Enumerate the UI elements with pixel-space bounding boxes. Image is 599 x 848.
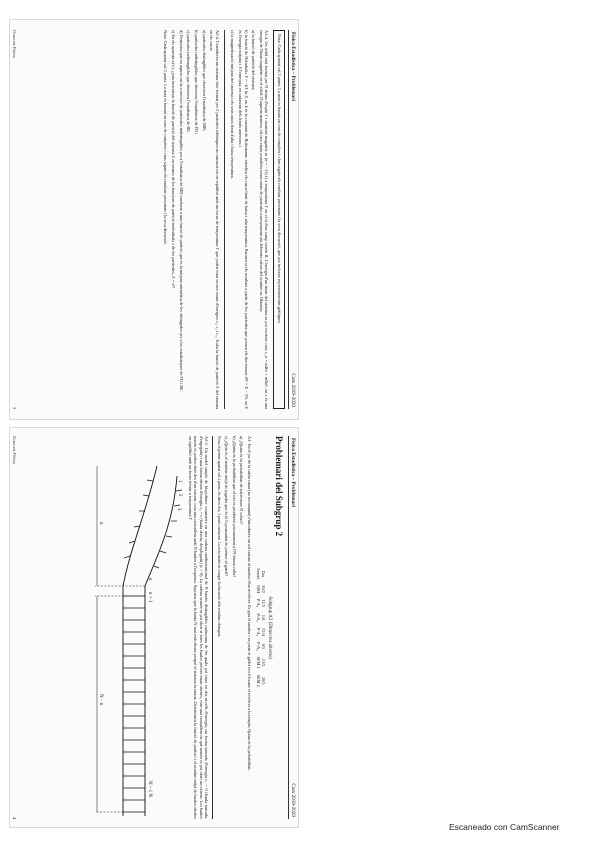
table-cell: Sessió xyxy=(256,568,261,580)
table-cell: SEM 1 xyxy=(256,656,261,669)
diagram-label-1: 1 xyxy=(177,480,183,483)
diagram-label-n-plus-1: n + 1 xyxy=(147,592,153,603)
question-c: c) ¿Quin és el nombre mitjà de jugades que és té l'oportunitat de prémer el gatell? xyxy=(223,436,229,577)
table-cell: P-A₄ xyxy=(256,642,261,651)
question-a: a) ¿Quina és la probabilitat de sobreviure N voltes? xyxy=(239,436,245,525)
table-cell: 11/3 xyxy=(261,599,266,607)
diagram-label-left-n: n xyxy=(98,522,104,525)
schedule-table xyxy=(256,565,266,689)
table-cell: 26/2 xyxy=(261,585,266,593)
bottom-page xyxy=(10,428,298,827)
item-b: b) la funció de Helmholtz F = −kT ln Z, on k és la constant de Boltzmann; estudieu els casos límit de baixa i alta temperatura. Raoneu si els resultats a partir de les partícules que prenen els dos termes d'F = E − TS, on E és l'energia mitjana i S l'entropia, en cadascun dels límits anteriors; i xyxy=(238,30,249,409)
divider xyxy=(212,436,213,819)
top-page-content xyxy=(10,20,298,419)
table-cell: SIM xyxy=(256,585,261,593)
table-cell: P-A₁ xyxy=(256,598,261,608)
footer-left: Grau en Física xyxy=(12,436,17,464)
diagram-label-N-minus-1: N – 1 N xyxy=(147,781,153,797)
bottom-page-content xyxy=(10,428,298,827)
open-link-ticks xyxy=(124,480,182,568)
sub-b: b) partícules indistingibles que obeeixen l'estadística de FD i xyxy=(194,30,200,135)
problem-a1: A1-4. Un sòlid està format per N àtoms d'espín 1 i moment magnètic m (σ = −1,0,1) a temperatura T en el si d'un camp extern B. L'energia d'un àtom del sistema es pot escriure com ε_σ = mBσ + mBσ², on ε és una energia de l'àtom magnètic en el sòlid. D'aquesta manera, els tres estats possibles tenen estats de partícula corresponents als diferents valors del nombre m. Obteniu: xyxy=(259,30,270,409)
diagram-label-n: n xyxy=(147,578,153,581)
page-title: Problemari del Subgrup 2 xyxy=(274,436,284,537)
page-number: 3 xyxy=(12,406,17,409)
note-text: Nota: Cada apartat val 5 punts. La nota es basarà en com de complets i clars siguin els resultats presentats i la seva discussió, que pot incloure representacions gràfiques. xyxy=(277,34,282,324)
problem-a1: A1- En el joc de la ruleta russa (no recomanat) s'introdueix un sol cartutx al tambor d'un revòlver. Es gira el tambor i es prem el gallet recol·locant el revòlver a la templa. Quina és la probabilitat: xyxy=(247,436,252,771)
table-cell: 22/4 xyxy=(261,628,266,636)
header-course: Curs 2019-2020 xyxy=(290,783,296,817)
bottom-page-header xyxy=(288,436,296,819)
note2: Nota: Cada apartat val 2 punts. La nota es basarà en com de complets i clars siguin els resultats presentats i la seva discussió. xyxy=(163,30,169,245)
zipper-diagram xyxy=(85,436,185,819)
divider xyxy=(224,30,225,409)
schedule-row-sessions xyxy=(256,565,261,689)
closed-link-rungs xyxy=(123,596,145,812)
sub-d: d) Demostra que en aquest cas la correcció de partícules indistingibles per a l'estadística de MB condueix a una funció de partició que és la mitjana aritmètica de les obtingudes per a les estadístiques de FD i BE. xyxy=(178,30,184,392)
zipper-lower-strand xyxy=(123,466,157,816)
problem-a2: A2-2. Un model simple de biopolímer consisteix en una cadena unidimensional de N baules distingibles cadascuna de les quals pot estar en dos nivells d'energia, un forma tancada d'energia ε₁ = 0 (baula tancada, d'engegada) i una forma oberta d'energia ε₂ = ε (baula oberta, desplegada) (ε > 0). La cadena només es pot obrir si totes les baules prèvies estan obertes, com una cremallera en què només es pot obrir un extrem. Les baules només es poden obrir des d'un extrem, com una cremallera amb N baules a l'esquerra. Suposeu que la baula N mai està oberta perquè el sistema és tancat. Determineu la funció de partició i el nombre mitjà de baules obertes en equilibri amb un focus tèrmic a temperatura T. xyxy=(187,436,210,819)
table-cell: P-A₂ xyxy=(256,613,261,622)
diagram-label-3: 3 xyxy=(176,508,182,511)
table-cell: P-A₃ xyxy=(256,627,261,637)
subgroup-subtitle: Subgrup A2 (Dimecres alterns) xyxy=(267,596,272,659)
table-cell: Dia xyxy=(261,570,266,577)
diagram-label-N-minus-n: N – n xyxy=(98,694,104,706)
sub-c: c) partícules indistingibles que obeeixen l'estadística de BE. xyxy=(186,30,192,133)
table-cell: SEM 2 xyxy=(256,674,261,687)
scanner-watermark: Escaneado con CamScanner xyxy=(449,822,560,832)
top-page xyxy=(10,20,298,419)
table-cell: 13/5 xyxy=(261,658,266,667)
note: Nota: el primer apartat val 4 punts, els altres dos, 3 punts cadascun. La nota tindrà en compte la discussió dels resultats obtinguts. xyxy=(217,436,222,638)
table-cell: 20/5 xyxy=(261,676,266,685)
top-page-header xyxy=(288,30,296,409)
note-box xyxy=(274,30,286,409)
header-title: Física Estadística – Problemari xyxy=(290,438,296,507)
header-title: Física Estadística – Problemari xyxy=(290,32,296,101)
table-cell: 1/4 xyxy=(261,614,266,621)
table-cell: 6/5 xyxy=(261,643,266,650)
sub-a: a) partícules distingibles que obeeixen l'estadística de MB; xyxy=(201,30,207,131)
item-a: a) la funció de partició del sistema; xyxy=(251,30,257,91)
question-b: b) ¿Quina és la probabilitat que el tret es produeixi precisament a l'N-èsima volta? xyxy=(231,436,237,578)
schedule-row-days xyxy=(261,565,266,689)
diagram-label-2: 2 xyxy=(177,494,183,497)
zipper-upper-strand xyxy=(145,476,177,816)
page-number: 4 xyxy=(12,816,17,819)
sub-e: e) En els apartats a)-c), ¿pots factoritzar la funció de partició del sistema Z en termes de les funcions de partició individuals z de les partícules, Z = z²? xyxy=(171,30,176,289)
header-course: Curs 2019-2020 xyxy=(290,373,296,407)
item-c: c) la magnetització mitjana del sistema i els seus casos límit d'alta i baixa temperatura. xyxy=(230,30,236,179)
problem-a2: A2-4. Considereu un sistema físic format per 2 partícules idèntiques no interactives en equilibri amb un focus de temperatura T que poden estar en tres estats d'energies ε₁, ε₂ i ε₃. Troba la funció de partició Z del sistema en els casos: xyxy=(209,30,220,409)
footer-left: Grau en Física xyxy=(12,30,17,58)
